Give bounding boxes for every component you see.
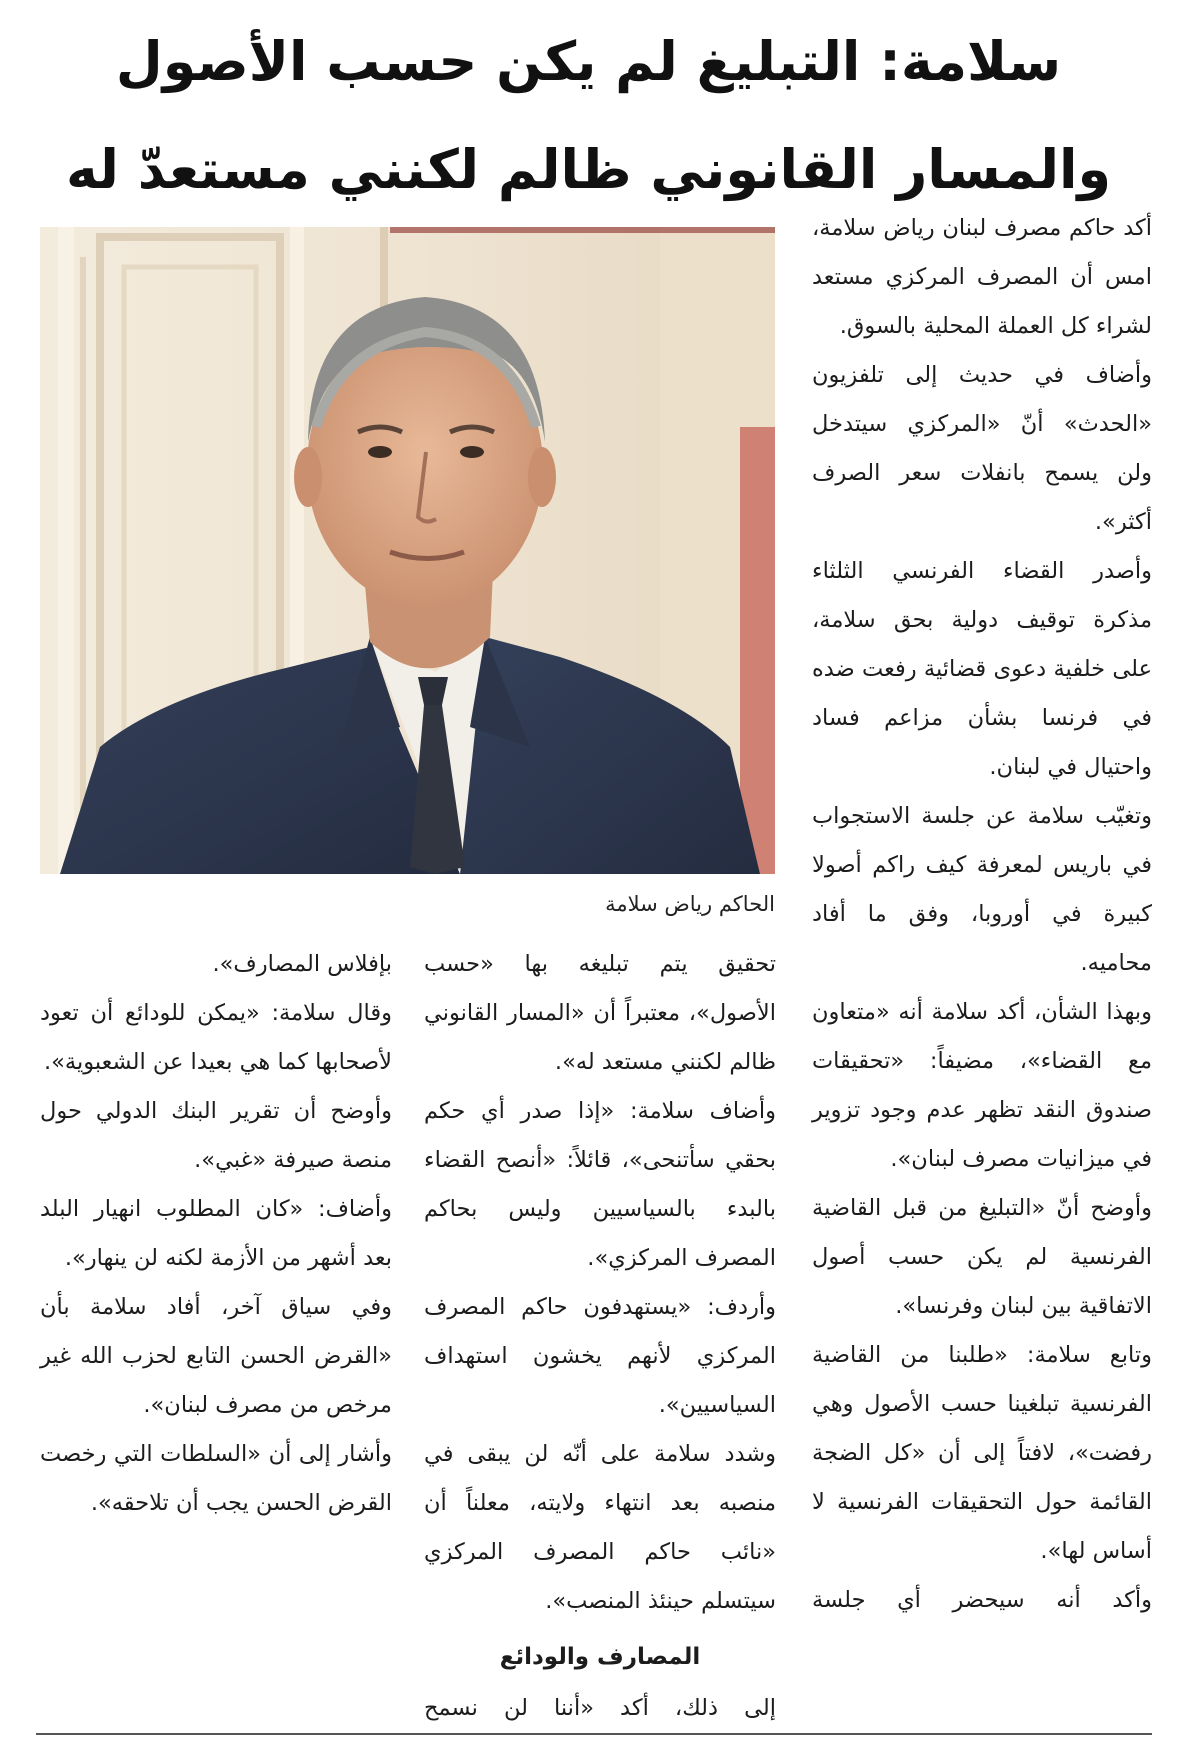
- paragraph: وقال سلامة: «يمكن للودائع أن تعود لأصحابها كما هي بعيدا عن الشعبوية».: [40, 1000, 392, 1075]
- paragraph: وأوضح أن تقرير البنك الدولي حول منصة صيرفة «غبي».: [40, 1098, 392, 1173]
- portrait-illustration: [40, 227, 775, 874]
- article-column-left: [40, 940, 392, 1528]
- paragraph: بإفلاس المصارف».: [212, 951, 392, 977]
- article-photo: [40, 227, 775, 874]
- paragraph: وأوضح أنّ «التبليغ من قبل القاضية الفرنسية لم يكن حسب أصول الاتفاقية بين لبنان وفرنسا».: [812, 1195, 1152, 1319]
- paragraph: وتغيّب سلامة عن جلسة الاستجواب في باريس لمعرفة كيف راكم أصولا كبيرة في أوروبا، وفق ما أفاد محاميه.: [812, 803, 1152, 976]
- paragraph: وشدد سلامة على أنّه لن يبقى في منصبه بعد انتهاء ولايته، معلناً أن «نائب حاكم المصرف المركزي سيتسلم حينئذ المنصب».: [424, 1441, 776, 1614]
- paragraph: أكد حاكم مصرف لبنان رياض سلامة، امس أن المصرف المركزي مستعد لشراء كل العملة المحلية بالسوق.: [812, 215, 1152, 339]
- paragraph: وفي سياق آخر، أفاد سلامة بأن «القرض الحسن التابع لحزب الله غير مرخص من مصرف لبنان».: [40, 1294, 392, 1418]
- paragraph: وبهذا الشأن، أكد سلامة أنه «متعاون مع القضاء»، مضيفاً: «تحقيقات صندوق النقد تظهر عدم وجود تزوير في ميزانيات مصرف لبنان».: [812, 999, 1152, 1172]
- paragraph: وتابع سلامة: «طلبنا من القاضية الفرنسية تبلغينا حسب الأصول وهي رفضت»، لافتاً إلى أن «كل الضجة القائمة حول التحقيقات الفرنسية لا أساس لها».: [812, 1342, 1152, 1564]
- paragraph: وأشار إلى أن «السلطات التي رخصت القرض الحسن يجب أن تلاحقه».: [40, 1441, 392, 1516]
- paragraph: وأضاف: «كان المطلوب انهيار البلد بعد أشهر من الأزمة لكنه لن ينهار».: [40, 1196, 392, 1271]
- paragraph: وأكد أنه سيحضر أي جلسة: [812, 1587, 1152, 1613]
- headline: [30, 8, 1147, 224]
- paragraph: وأضاف في حديث إلى تلفزيون «الحدث» أنّ «المركزي سيتدخل ولن يسمح بانفلات سعر الصرف أكثر».: [812, 362, 1152, 535]
- paragraph: وأصدر القضاء الفرنسي الثلثاء مذكرة توقيف دولية بحق سلامة، على خلفية دعوى قضائية رفعت ضده في فرنسا بشأن مزاعم فساد واحتيال في لبنان.: [812, 558, 1152, 780]
- paragraph: وأضاف سلامة: «إذا صدر أي حكم بحقي سأتنحى»، قائلاً: «أنصح القضاء بالبدء بالسياسيين وليس بحاكم المصرف المركزي».: [424, 1098, 776, 1271]
- photo-caption: الحاكم رياض سلامة: [605, 892, 775, 916]
- paragraph: إلى ذلك، أكد «أننا لن نسمح: [424, 1695, 776, 1721]
- headline-line-1: سلامة: التبليغ لم يكن حسب الأصول: [115, 30, 1062, 93]
- headline-line-2: والمسار القانوني ظالم لكنني مستعدّ له: [65, 138, 1112, 201]
- article-column-middle: [424, 940, 776, 1733]
- subheading: المصارف والودائع: [499, 1644, 701, 1670]
- article-column-right: [812, 204, 1152, 1625]
- paragraph: وأردف: «يستهدفون حاكم المصرف المركزي لأنهم يخشون استهداف السياسيين».: [424, 1294, 776, 1418]
- paragraph: تحقيق يتم تبليغه بها «حسب الأصول»، معتبراً أن «المسار القانوني ظالم لكنني مستعد له».: [424, 951, 776, 1075]
- bottom-divider: [36, 1733, 1152, 1735]
